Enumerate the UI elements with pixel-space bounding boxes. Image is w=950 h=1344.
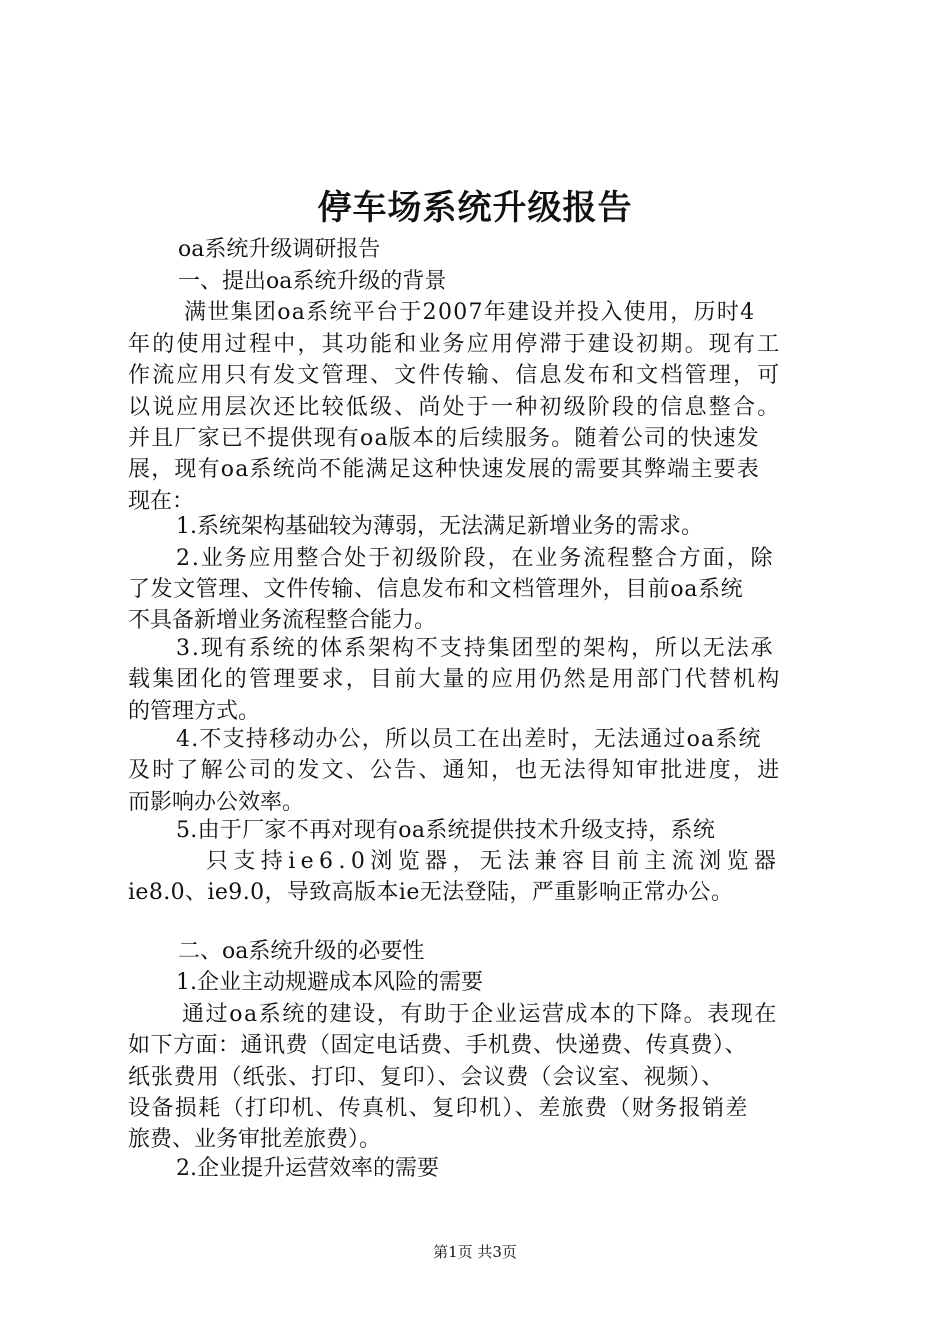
document-title: 停车场系统升级报告: [317, 188, 633, 228]
subsection-heading: 2.企业提升运营效率的需要: [176, 1156, 439, 1181]
page-footer: 第1页 共3页: [433, 1243, 517, 1261]
paragraph-line: 载集团化的管理要求，目前大量的应用仍然是用部门代替机构: [128, 667, 782, 692]
list-item: 4.不支持移动办公，所以员工在出差时，无法通过oa系统: [176, 727, 762, 752]
list-item: 3.现有系统的体系架构不支持集团型的架构，所以无法承: [176, 636, 775, 661]
paragraph-line: 通过oa系统的建设，有助于企业运营成本的下降。表现在: [182, 1002, 778, 1027]
paragraph-line: 只支持ie6.0浏览器，无法兼容目前主流浏览器: [206, 849, 782, 874]
paragraph-line: 展，现有oa系统尚不能满足这种快速发展的需要其弊端主要表: [128, 457, 760, 482]
paragraph-line: 及时了解公司的发文、公告、通知，也无法得知审批进度，进: [128, 758, 782, 783]
paragraph-line: 纸张费用（纸张、打印、复印）、会议费（会议室、视频）、: [128, 1065, 725, 1090]
subsection-heading: 1.企业主动规避成本风险的需要: [176, 970, 483, 995]
paragraph-line: 了发文管理、文件传输、信息发布和文档管理外，目前oa系统: [128, 577, 744, 602]
list-item: 1.系统架构基础较为薄弱，无法满足新增业务的需求。: [176, 514, 703, 539]
paragraph-line: 的管理方式。: [128, 699, 261, 724]
paragraph-line: 并且厂家已不提供现有oa版本的后续服务。随着公司的快速发: [128, 426, 760, 451]
list-item: 5.由于厂家不再对现有oa系统提供技术升级支持，系统: [176, 818, 716, 843]
paragraph-line: 满世集团oa系统平台于2007年建设并投入使用，历时4: [184, 300, 756, 325]
paragraph-line: 不具备新增业务流程整合能力。: [128, 608, 437, 633]
paragraph-line: ie8.0、ie9.0，导致高版本ie无法登陆，严重影响正常办公。: [128, 880, 734, 905]
paragraph-line: 年的使用过程中，其功能和业务应用停滞于建设初期。现有工: [128, 332, 782, 357]
paragraph-line: oa系统升级调研报告: [178, 237, 381, 262]
paragraph-line: 作流应用只有发文管理、文件传输、信息发布和文档管理，可: [128, 363, 782, 388]
paragraph-line: 如下方面：通讯费（固定电话费、手机费、快递费、传真费）、: [128, 1033, 748, 1058]
paragraph-line: 现在：: [128, 489, 195, 514]
section-heading: 一、提出oa系统升级的背景: [178, 269, 447, 294]
paragraph-line: 设备损耗（打印机、传真机、复印机）、差旅费（财务报销差: [128, 1096, 749, 1121]
section-heading: 二、oa系统升级的必要性: [178, 939, 425, 964]
paragraph-line: 旅费、业务审批差旅费）。: [128, 1127, 382, 1152]
paragraph-line: 而影响办公效率。: [128, 790, 305, 815]
paragraph-line: 以说应用层次还比较低级、尚处于一种初级阶段的信息整合。: [128, 395, 782, 420]
list-item: 2.业务应用整合处于初级阶段，在业务流程整合方面，除: [176, 546, 775, 571]
